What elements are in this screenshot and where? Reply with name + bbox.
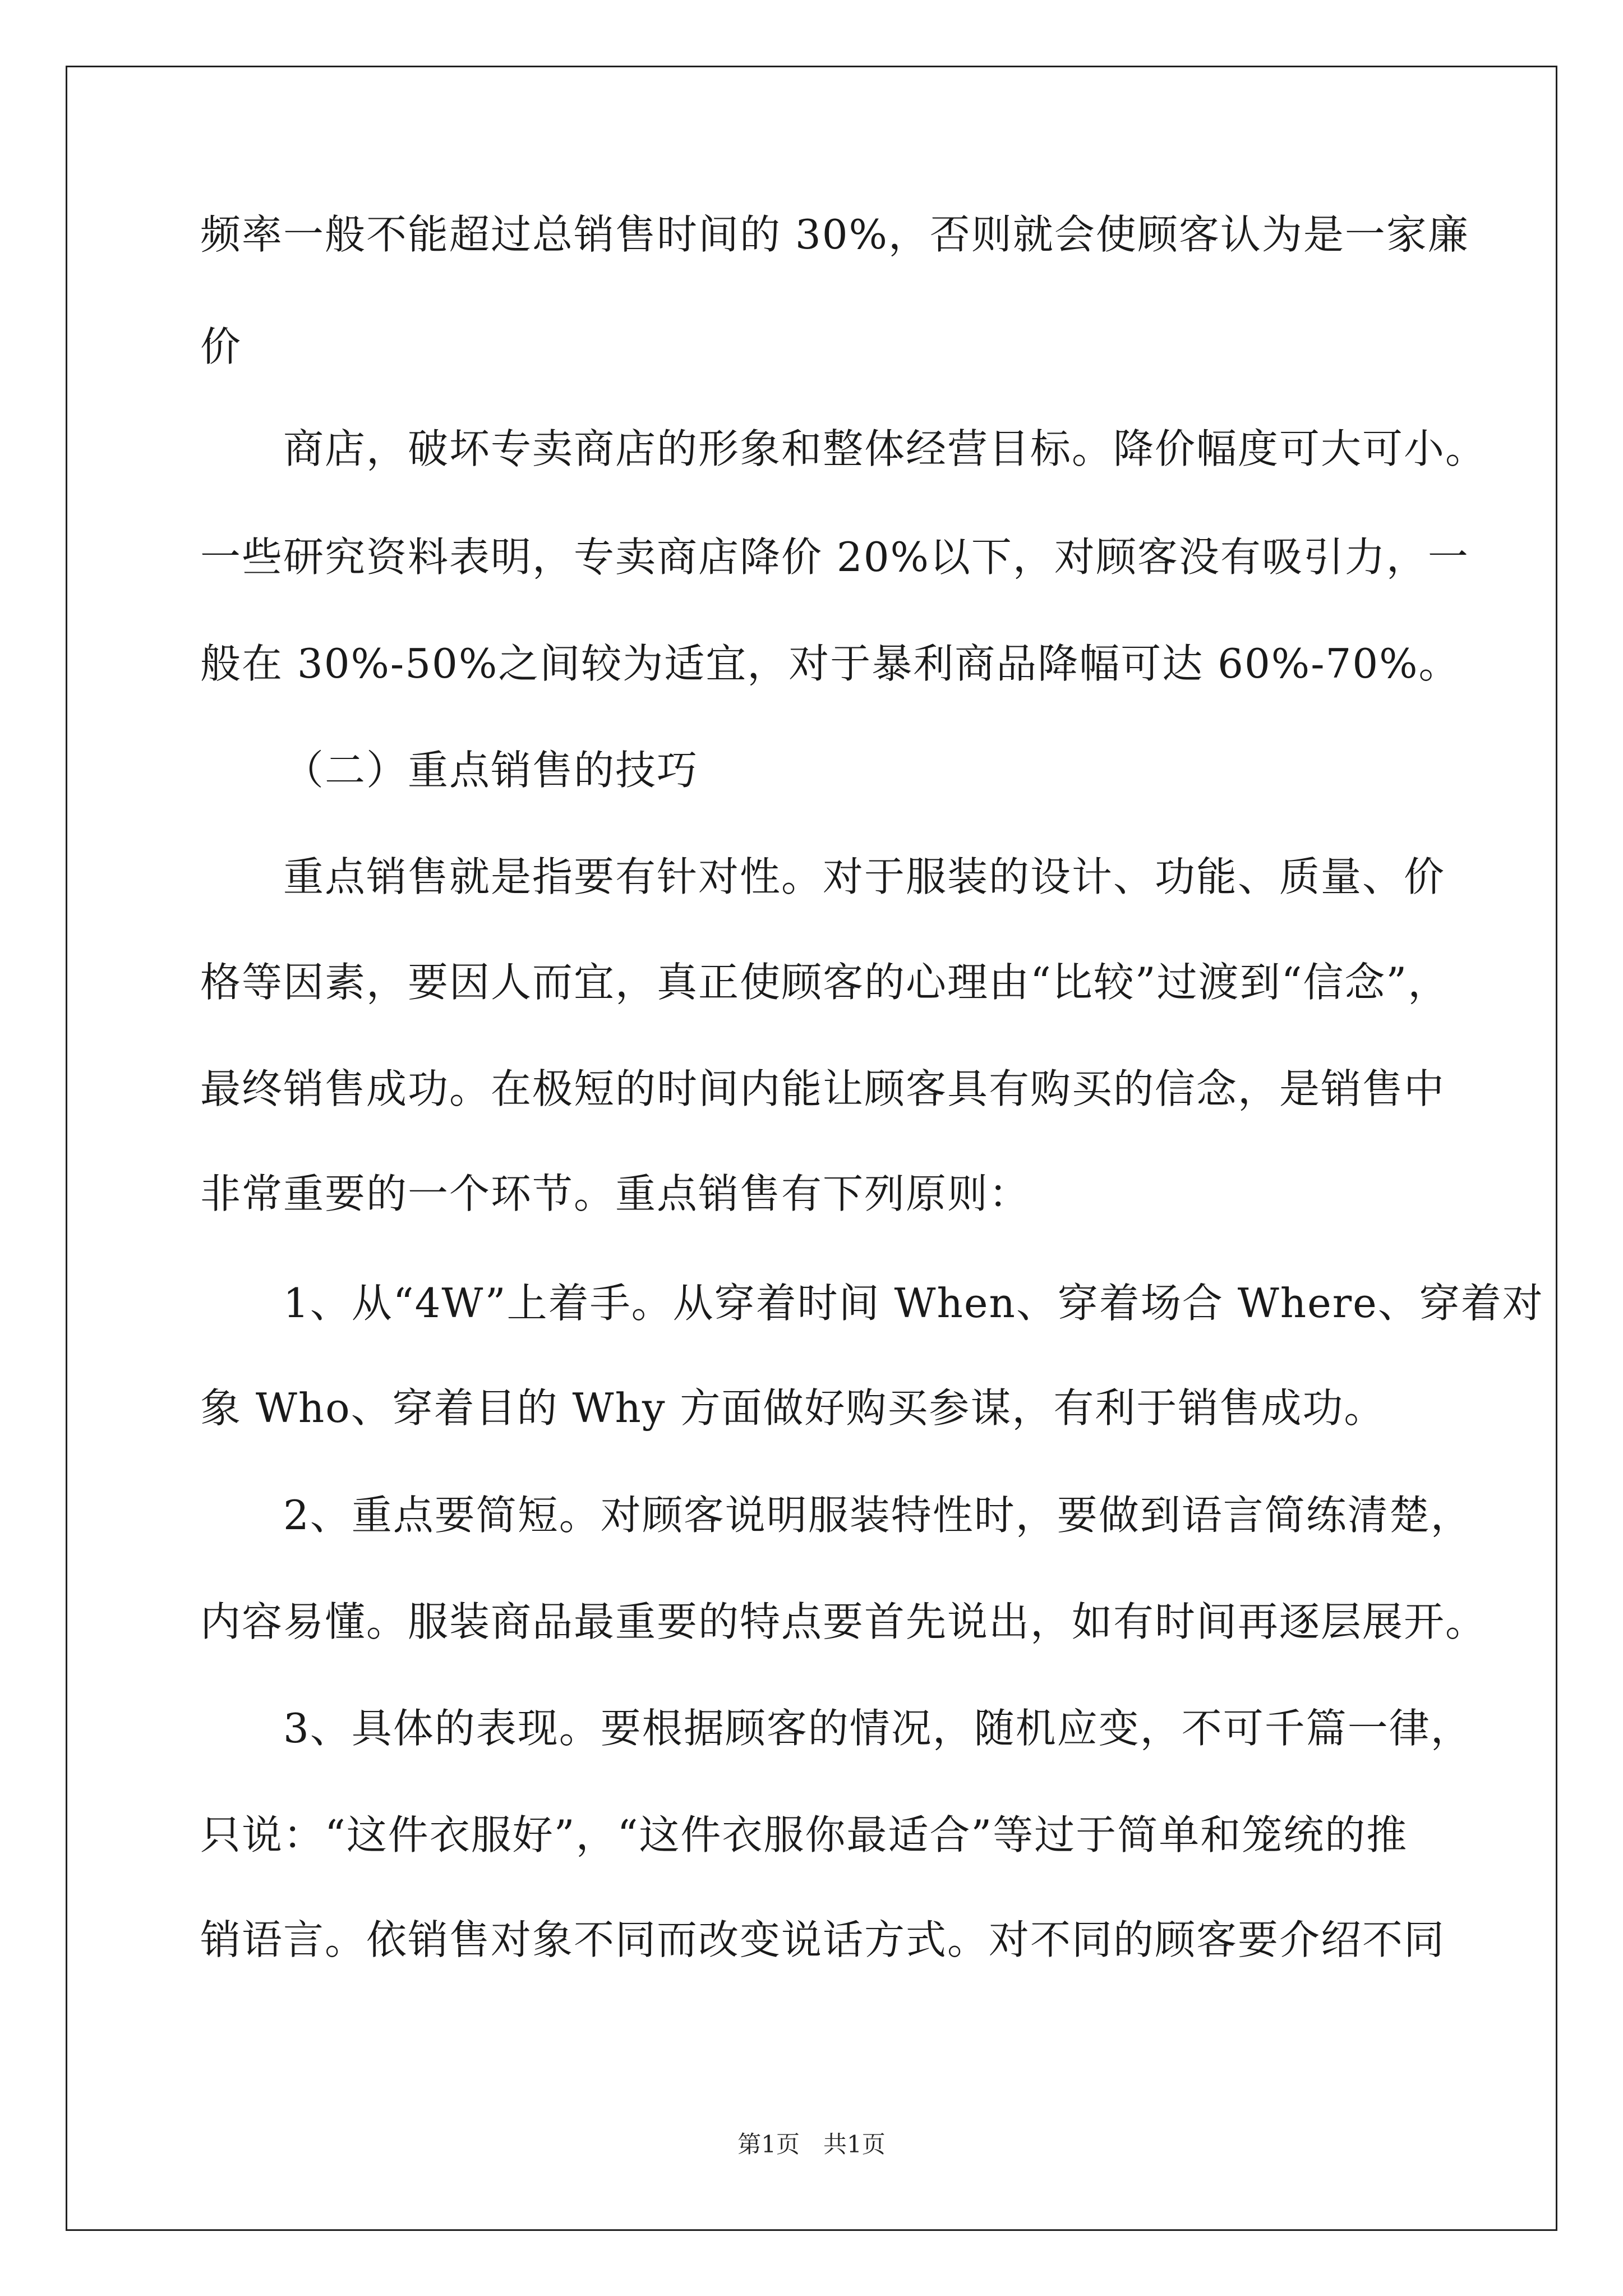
text-line: 格等因素，要因人而宜，真正使顾客的心理由“比较”过渡到“信念”，	[200, 959, 1450, 1006]
text-line: 2、重点要简短。对顾客说明服装特性时，要做到语言简练清楚，	[283, 1492, 1472, 1539]
text-line: 象 Who、穿着目的 Why 方面做好购买参谋，有利于销售成功。	[200, 1384, 1386, 1432]
page-number-footer: 第1页 共1页	[737, 2131, 886, 2158]
text-line: 重点销售就是指要有针对性。对于服装的设计、功能、质量、价	[283, 853, 1446, 900]
page-border	[66, 66, 1557, 2231]
text-line: 最终销售成功。在极短的时间内能让顾客具有购买的信念，是销售中	[200, 1065, 1446, 1112]
text-line: 价	[200, 323, 242, 370]
text-line: 内容易懂。服装商品最重要的特点要首先说出，如有时间再逐层展开。	[200, 1598, 1487, 1645]
text-line: 般在 30%-50%之间较为适宜，对于暴利商品降幅可达 60%-70%。	[200, 640, 1460, 687]
text-line: 销语言。依销售对象不同而改变说话方式。对不同的顾客要介绍不同	[200, 1916, 1446, 1963]
text-line: 频率一般不能超过总销售时间的 30%，否则就会使顾客认为是一家廉	[200, 211, 1469, 258]
text-line: 一些研究资料表明，专卖商店降价 20%以下，对顾客没有吸引力，一	[200, 533, 1469, 581]
text-line: 只说：“这件衣服好”，“这件衣服你最适合”等过于简单和笼统的推	[200, 1811, 1408, 1858]
text-line: 非常重要的一个环节。重点销售有下列原则：	[200, 1170, 1031, 1217]
text-line: 1、从“4W”上着手。从穿着时间 When、穿着场合 Where、穿着对	[283, 1280, 1544, 1327]
section-heading: （二）重点销售的技巧	[283, 747, 699, 794]
text-line: 3、具体的表现。要根据顾客的情况，随机应变，不可千篇一律，	[283, 1705, 1472, 1752]
text-line: 商店，破坏专卖商店的形象和整体经营目标。降价幅度可大可小。	[283, 425, 1487, 472]
